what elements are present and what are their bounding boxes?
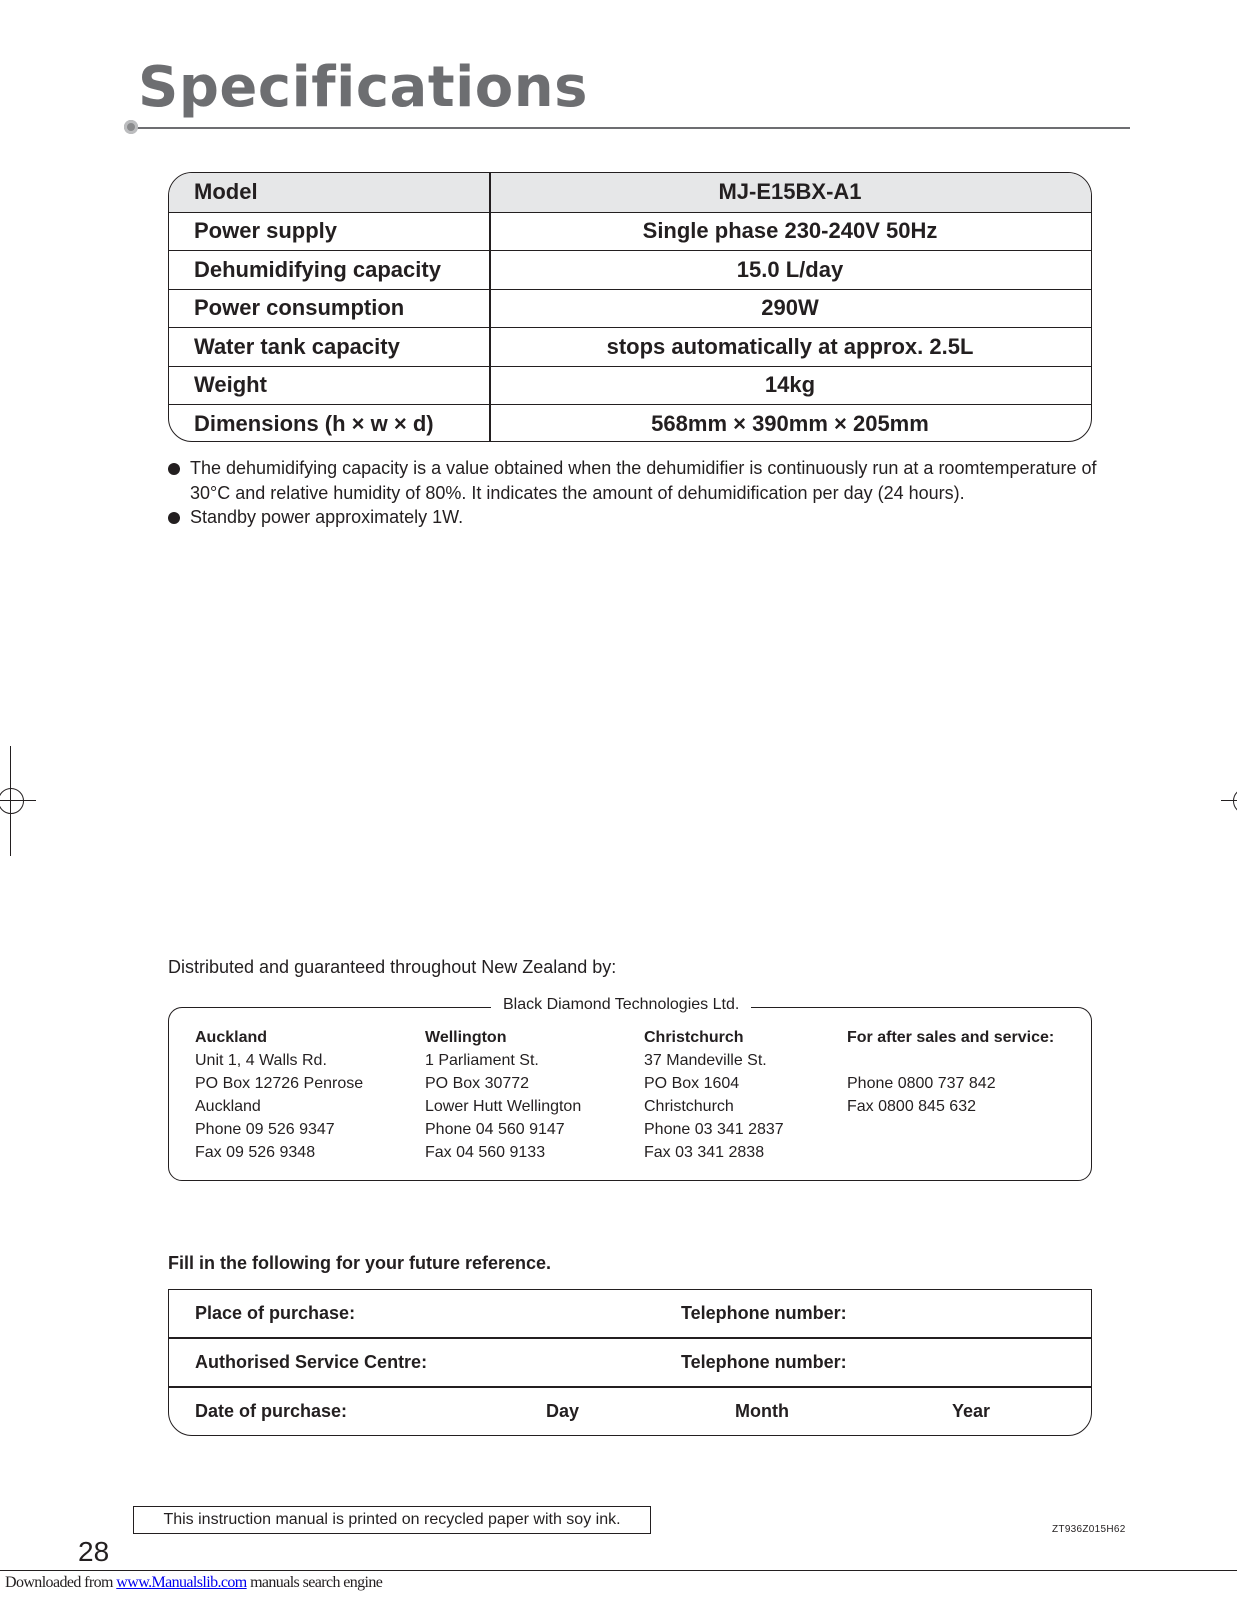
reference-title: Fill in the following for your future reference. [168, 1253, 552, 1273]
recycled-paper-note: This instruction manual is printed on recycled paper with soy ink. [133, 1506, 651, 1534]
phone-line: Phone 04 560 9147 [425, 1121, 565, 1138]
fax-line: Fax 03 341 2838 [644, 1144, 765, 1161]
service-heading: For after sales and service: [847, 1029, 1055, 1046]
column-divider [489, 173, 491, 441]
download-suffix: manuals search engine [250, 1574, 383, 1591]
spec-row-dehumidifying-capacity [169, 250, 1091, 289]
spec-value: 568mm × 390mm × 205mm [651, 410, 929, 436]
spec-row-power-consumption [169, 289, 1091, 328]
spec-label: Dehumidifying capacity [194, 256, 441, 282]
spec-value: 14kg [764, 372, 816, 398]
phone-line: Phone 03 341 2837 [644, 1121, 784, 1138]
registration-mark-left [0, 746, 40, 856]
download-prefix: Downloaded from [5, 1574, 113, 1591]
row-divider [169, 1386, 1091, 1388]
specifications-table [168, 172, 1092, 442]
place-of-purchase-label: Place of purchase: [195, 1303, 356, 1323]
office-name: Wellington [425, 1029, 507, 1046]
title-bullet-dot [124, 120, 138, 134]
address-line: PO Box 12726 Penrose [195, 1075, 364, 1092]
day-label: Day [546, 1401, 580, 1421]
telephone-label: Telephone number: [681, 1303, 847, 1323]
reference-table [168, 1289, 1092, 1436]
spec-value: 290W [761, 295, 819, 321]
fax-line: Fax 09 526 9348 [195, 1144, 316, 1161]
phone-line: Phone 09 526 9347 [195, 1121, 335, 1138]
spec-label: Model [194, 179, 258, 205]
spec-row-power-supply [169, 212, 1091, 251]
fax-line: Fax 04 560 9133 [425, 1144, 546, 1161]
note-dehumidifying-capacity: The dehumidifying capacity is a value obtained when the dehumidifier is continuously run at a roomtemperature of 30°C and relative humidity of 80%. It indicates the amount of dehumidification per day (24 hours). [168, 456, 1108, 505]
spec-value: stops automatically at approx. 2.5L [606, 333, 974, 359]
address-line: Christchurch [644, 1098, 734, 1115]
spec-label: Water tank capacity [194, 333, 400, 359]
spec-label: Power consumption [194, 295, 405, 321]
document-code: ZT936Z015H62 [1052, 1524, 1126, 1535]
spec-value: 15.0 L/day [736, 256, 844, 282]
month-label: Month [735, 1401, 789, 1421]
row-divider [169, 1337, 1091, 1339]
spec-value: Single phase 230-240V 50Hz [642, 218, 938, 244]
title-underline [134, 127, 1130, 129]
spec-notes [168, 456, 1108, 530]
address-line: Auckland [195, 1098, 261, 1115]
service-phone: Phone 0800 737 842 [847, 1075, 996, 1092]
address-line: PO Box 30772 [425, 1075, 530, 1092]
telephone-label: Telephone number: [681, 1352, 847, 1372]
office-wellington [425, 1026, 581, 1164]
spec-row-dimensions [169, 404, 1091, 442]
page-number: 28 [78, 1536, 110, 1567]
address-line: 37 Mandeville St. [644, 1052, 767, 1069]
footer-rule [0, 1570, 1237, 1571]
address-line: Unit 1, 4 Walls Rd. [195, 1052, 327, 1069]
manualslib-link[interactable]: www.Manualslib.com [116, 1574, 247, 1591]
spec-row-model [169, 173, 1091, 212]
spec-row-weight [169, 366, 1091, 405]
service-fax: Fax 0800 845 632 [847, 1098, 976, 1115]
date-of-purchase-label: Date of purchase: [195, 1401, 348, 1421]
office-auckland [195, 1026, 363, 1164]
address-line: PO Box 1604 [644, 1075, 740, 1092]
address-line: Lower Hutt Wellington [425, 1098, 582, 1115]
download-credit [5, 1574, 382, 1592]
service-centre-label: Authorised Service Centre: [195, 1352, 428, 1372]
spec-label: Power supply [194, 218, 338, 244]
office-name: Auckland [195, 1029, 268, 1046]
distributor-company: Black Diamond Technologies Ltd. [491, 994, 751, 1016]
address-line: 1 Parliament St. [425, 1052, 539, 1069]
year-label: Year [952, 1401, 991, 1421]
registration-mark-right [1217, 746, 1237, 856]
page-title: Specifications [138, 55, 588, 120]
office-name: Christchurch [644, 1029, 744, 1046]
spec-row-water-tank [169, 327, 1091, 366]
after-sales-service [847, 1026, 1054, 1118]
office-christchurch [644, 1026, 784, 1164]
spec-value: MJ-E15BX-A1 [718, 179, 862, 205]
distributor-intro: Distributed and guaranteed throughout New Zealand by: [168, 957, 617, 977]
spec-label: Dimensions (h × w × d) [194, 410, 434, 436]
note-standby-power: Standby power approximately 1W. [168, 505, 1108, 530]
spec-label: Weight [194, 372, 267, 398]
